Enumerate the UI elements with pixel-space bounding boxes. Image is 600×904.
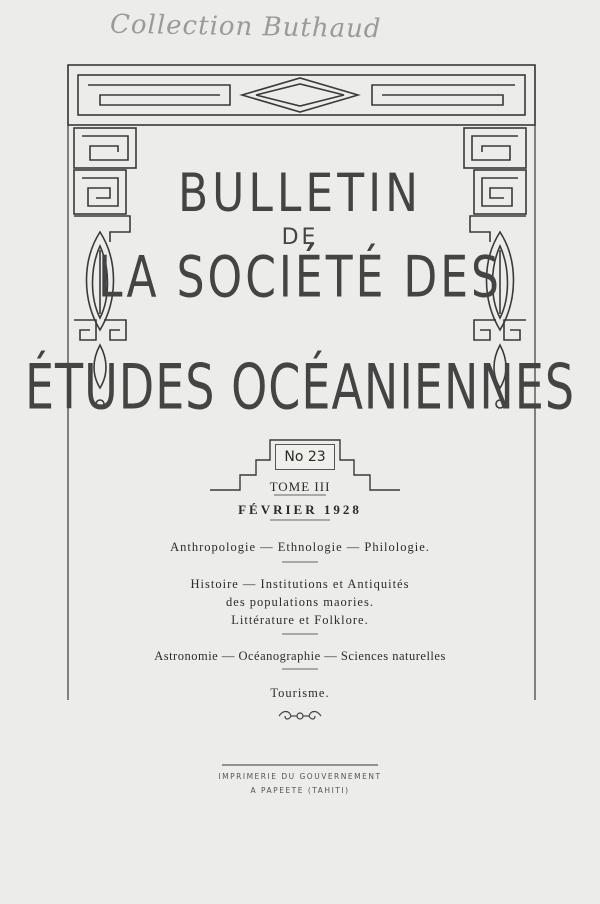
title-etudes: ÉTUDES OCÉANIENNES xyxy=(24,350,576,424)
printer-location: A PAPEETE (TAHITI) xyxy=(250,786,350,795)
subject-line: Astronomie — Océanographie — Sciences naturelles xyxy=(154,649,446,663)
subject-line: Anthropologie — Ethnologie — Philologie. xyxy=(170,540,430,554)
subject-line: Littérature et Folklore. xyxy=(231,613,369,627)
subject-line: Histoire — Institutions et Antiquités xyxy=(190,577,410,591)
issue-date: FÉVRIER 1928 xyxy=(238,502,362,517)
title-de: DE xyxy=(281,225,319,250)
floral-ornament-icon xyxy=(275,708,325,724)
subject-line: des populations maories. xyxy=(226,595,374,609)
title-bulletin: BULLETIN xyxy=(178,162,422,225)
subject-line: Tourisme. xyxy=(270,686,330,700)
handwritten-note: Collection Buthaud xyxy=(109,9,382,45)
issue-tome: TOME III xyxy=(269,479,331,494)
title-societe: LA SOCIÉTÉ DES xyxy=(98,244,502,311)
issue-number: No 23 xyxy=(275,444,335,470)
printer-name: IMPRIMERIE DU GOUVERNEMENT xyxy=(218,772,382,781)
